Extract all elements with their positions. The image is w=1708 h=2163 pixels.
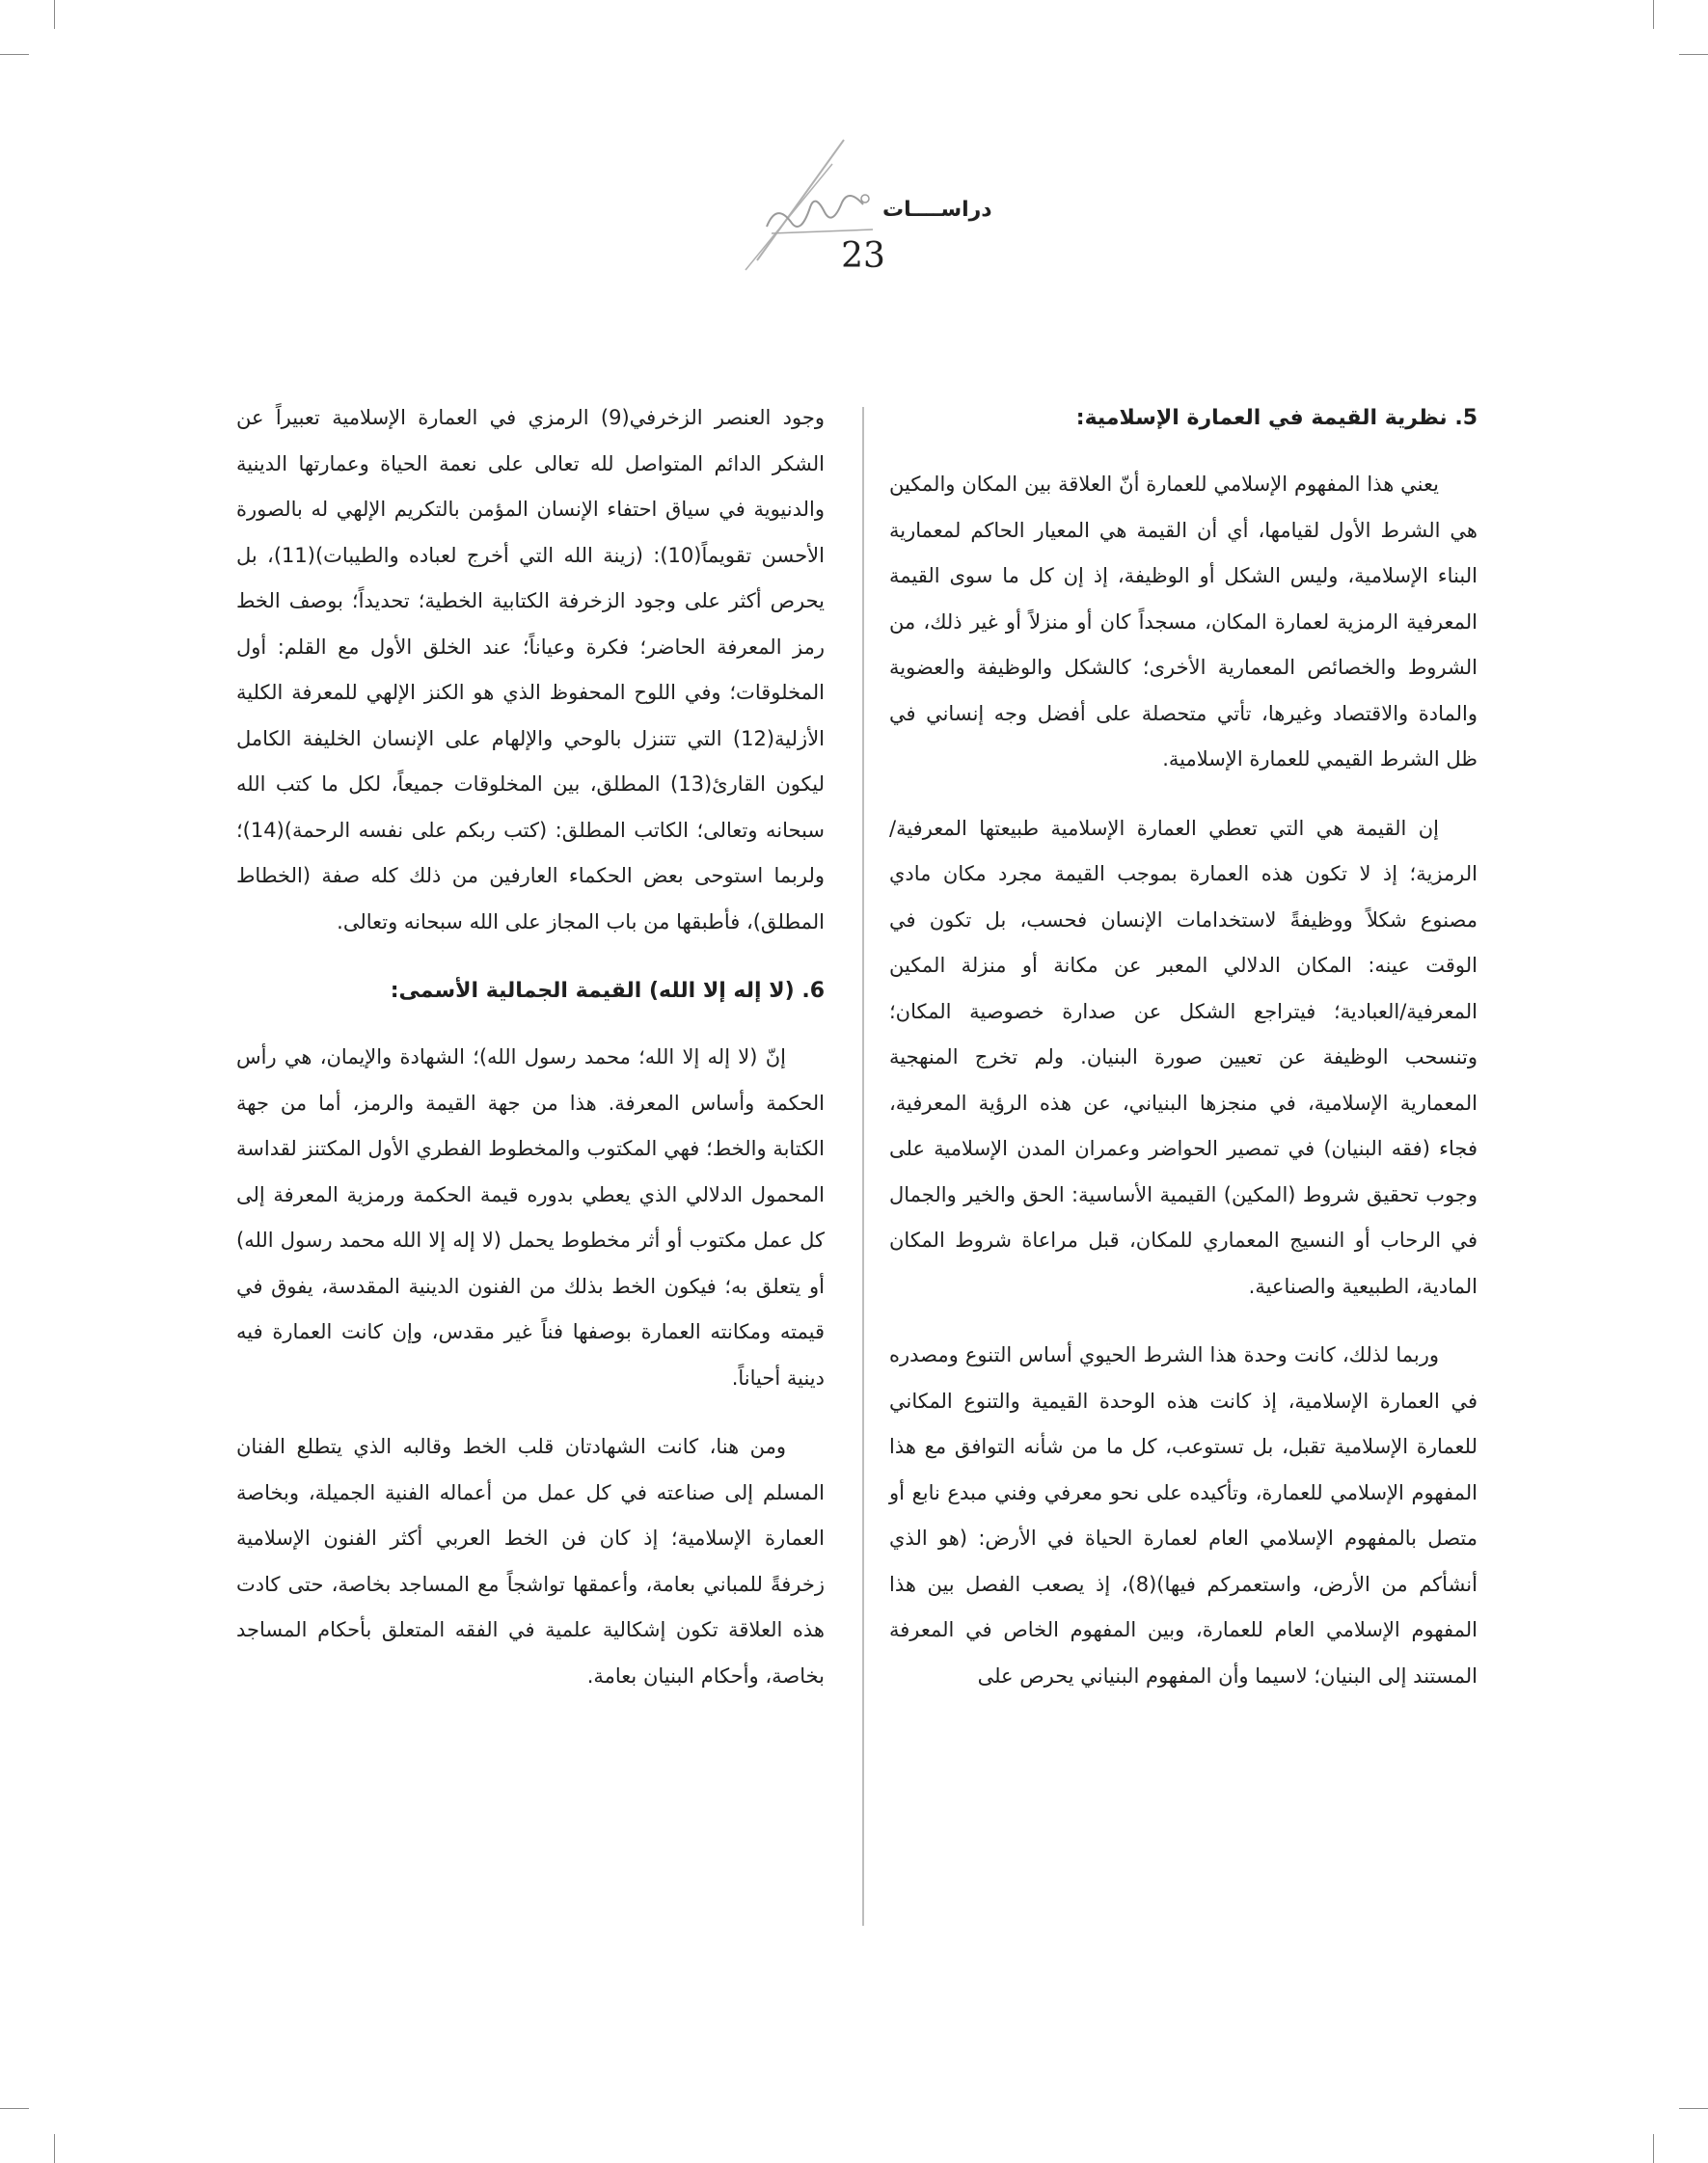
crop-mark-bottom-left-h (0, 2108, 29, 2109)
column-divider (862, 407, 864, 1926)
crop-mark-bottom-right-v (1653, 2134, 1654, 2163)
paragraph: إن القيمة هي التي تعطي العمارة الإسلامية طبيعتها المعرفية/الرمزية؛ إذ لا تكون هذه العمارة بموجب القيمة مجرد مكان مادي مصنوع شكلاً ووظيفةً لاستخدامات الإنسان فحسب، بل تكون في الوقت عينه: المكان الدلالي المعبر عن مكانة أو منزلة المكين المعرفية/العبادية؛ فيتراجع الشكل عن صدارة خصوصية المكان؛ وتنسحب الوظيفة عن تعيين صورة البنيان. ولم تخرج المنهجية المعمارية الإسلامية، في منجزها البنياني، عن هذه الرؤية المعرفية، فجاء (فقه البنيان) في تمصير الحواضر وعمران المدن الإسلامية على وجوب تحقيق شروط (المكين) القيمية الأساسية: الحق والخير والجمال في الرحاب أو النسيج المعماري للمكان، قبل مراعاة شروط المكان المادية، الطبيعية والصناعية. (889, 816, 1478, 1298)
section-heading-5: 5. نظرية القيمة في العمارة الإسلامية: (1075, 406, 1478, 430)
crop-mark-top-left-v (54, 0, 55, 29)
left-column (236, 395, 825, 1722)
paragraph: ومن هنا، كانت الشهادتان قلب الخط وقالبه الذي يتطلع الفنان المسلم إلى صناعته في كل عمل من أعماله الفنية الجميلة، وبخاصة العمارة الإسلامية؛ إذ كان فن الخط العربي أكثر الفنون الإسلامية زخرفةً للمباني بعامة، وأعمقها تواشجاً مع المساجد بخاصة، حتى كادت هذه العلاقة تكون إشكالية علمية في الفقه المتعلق بأحكام المساجد بخاصة، وأحكام البنيان بعامة. (236, 1435, 825, 1688)
crop-mark-top-left-h (0, 54, 29, 55)
page-number: 23 (841, 236, 885, 276)
section-label: دراســــات (882, 198, 992, 222)
paragraph: إنّ (لا إله إلا الله؛ محمد رسول الله)؛ الشهادة والإيمان، هي رأس الحكمة وأساس المعرفة. هذا من جهة القيمة والرمز، أما من جهة الكتابة والخط؛ فهي المكتوب والمخطوط الفطري الأول المكتنز لقداسة المحمول الدلالي الذي يعطي بدوره قيمة الحكمة ورمزية المعرفة إلى كل عمل مكتوب أو أثر مخطوط يحمل (لا إله إلا الله محمد رسول الله) أو يتعلق به؛ فيكون الخط بذلك من الفنون الدينية المقدسة، يفوق في قيمته ومكانته العمارة بوصفها فناً غير مقدس، وإن كانت العمارة فيه دينية أحياناً. (236, 1045, 825, 1390)
crop-mark-top-right-h (1679, 54, 1708, 55)
right-column (889, 395, 1478, 1722)
paragraph: يعني هذا المفهوم الإسلامي للعمارة أنّ العلاقة بين المكان والمكين هي الشرط الأول لقيامها، أي أن القيمة هي المعيار الحاكم لمعمارية البناء الإسلامية، وليس الشكل أو الوظيفة، إذ إن كل ما سوى القيمة المعرفية الرمزية لعمارة المكان، مسجداً كان أو منزلاً أو غير ذلك، من الشروط والخصائص المعمارية الأخرى؛ كالشكل والوظيفة والعضوية والمادة والاقتصاد وغيرها، تأتي متحصلة على أفضل وجه إنساني في ظل الشرط القيمي للعمارة الإسلامية. (889, 473, 1478, 771)
crop-mark-top-right-v (1653, 0, 1654, 29)
paragraph-continued: وجود العنصر الزخرفي(9) الرمزي في العمارة الإسلامية تعبيراً عن الشكر الدائم المتواصل لله تعالى على نعمة الحياة وعمارتها الدينية والدنيوية في سياق احتفاء الإنسان المؤمن بالتكريم الإلهي له بالصورة الأحسن تقويماً(10): (زينة الله التي أخرج لعباده والطيبات)(11)، بل يحرص أكثر على وجود الزخرفة الكتابية الخطية؛ تحديداً؛ بوصف الخط رمز المعرفة الحاضر؛ فكرة وعياناً؛ عند الخلق الأول مع القلم: أول المخلوقات؛ وفي اللوح المحفوظ الذي هو الكنز الإلهي للمعرفة الكلية الأزلية(12) التي تتنزل بالوحي والإلهام على الإنسان الخليفة الكامل ليكون القارئ(13) المطلق، بين المخلوقات جميعاً، لكل ما كتب الله سبحانه وتعالى؛ الكاتب المطلق: (كتب ربكم على نفسه الرحمة)(14)؛ ولربما استوحى بعض الحكماء العارفين من ذلك كله صفة (الخطاط المطلق)، فأطبقها من باب المجاز على الله سبحانه وتعالى. (236, 406, 826, 933)
section-heading-6: 6. (لا إله إلا الله) القيمة الجمالية الأسمى: (390, 979, 825, 1003)
crop-mark-bottom-left-v (54, 2134, 55, 2163)
paragraph: وربما لذلك، كانت وحدة هذا الشرط الحيوي أساس التنوع ومصدره في العمارة الإسلامية، إذ كانت هذه الوحدة القيمية والتنوع المكاني للعمارة الإسلامية تقبل، بل تستوعب، كل ما من شأنه التوافق مع هذا المفهوم الإسلامي للعمارة، وتأكيده على نحو معرفي وفني مبدع نابع أو متصل بالمفهوم الإسلامي العام لعمارة الحياة في الأرض: (هو الذي أنشأكم من الأرض، واستعمركم فيها)(8)، إذ يصعب الفصل بين هذا المفهوم الإسلامي العام للعمارة، وبين المفهوم الخاص في المعرفة المستند إلى البنيان؛ لاسيما وأن المفهوم البنياني يحرص على (889, 1343, 1478, 1688)
crop-mark-bottom-right-h (1679, 2108, 1708, 2109)
